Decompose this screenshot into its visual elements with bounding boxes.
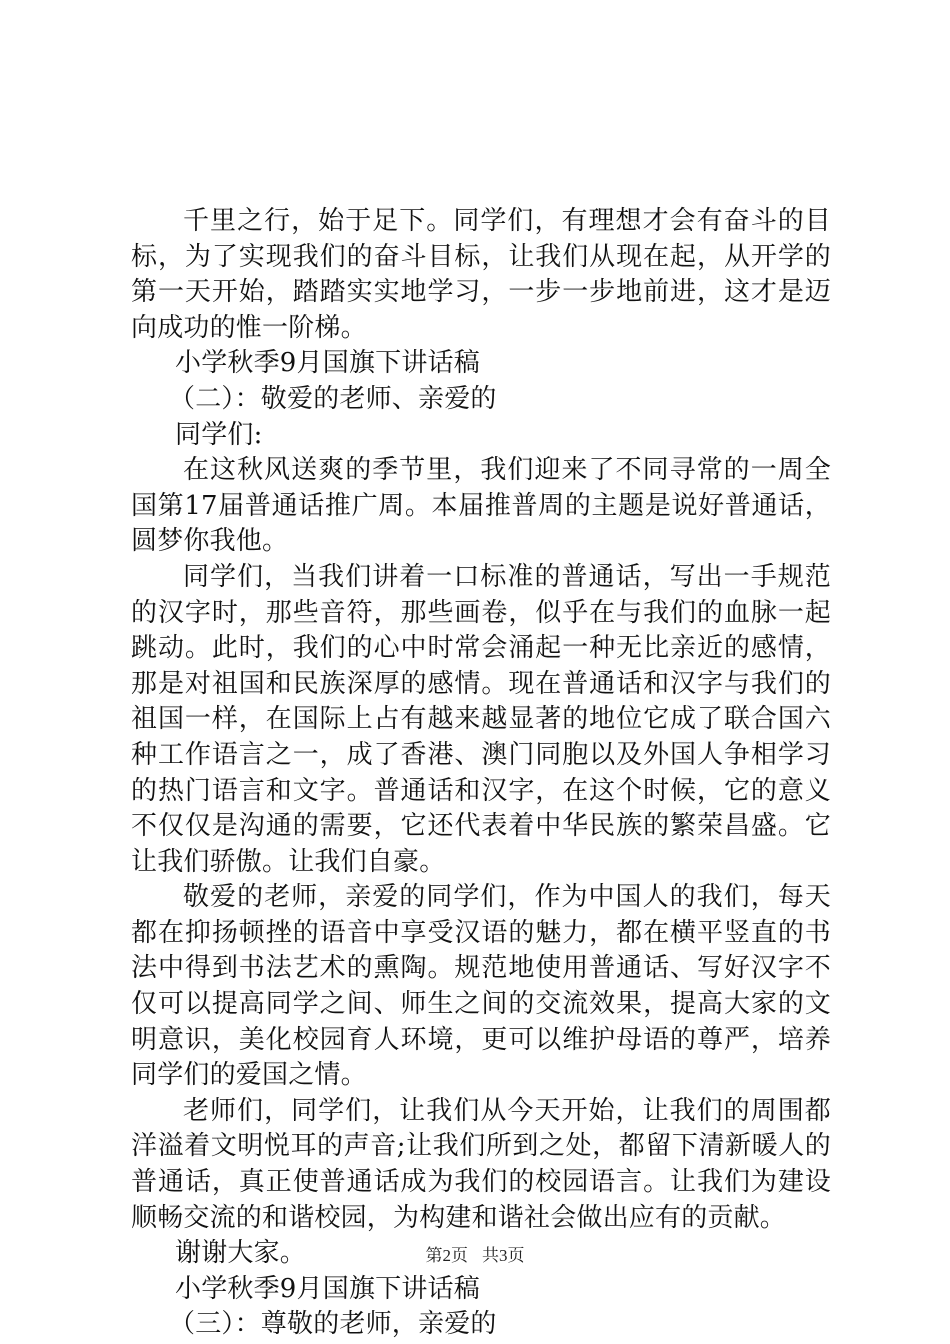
document-body <box>131 204 831 1343</box>
paragraph: 在这秋风送爽的季节里，我们迎来了不同寻常的一周全国第17届普通话推广周。本届推普周的主题是说好普通话，圆梦你我他。 <box>131 455 831 557</box>
section-title: 小学秋季9月国旗下讲话稿 <box>175 1273 480 1304</box>
paragraph: 敬爱的老师，亲爱的同学们，作为中国人的我们，每天都在抑扬顿挫的语音中享受汉语的魅力，都在横平竖直的书法中得到书法艺术的熏陶。规范地使用普通话、写好汉字不仅可以提高同学之间、师生之间的交流效果，提高大家的文明意识，美化校园育人环境，更可以维护母语的尊严，培养同学们的爱国之情。 <box>131 882 831 1091</box>
section-title: 小学秋季9月国旗下讲话稿 <box>175 348 480 379</box>
paragraph: 老师们，同学们，让我们从今天开始，让我们的周围都洋溢着文明悦耳的声音;让我们所到之处，都留下清新暖人的普通话，真正使普通话成为我们的校园语言。让我们为建设顺畅交流的和谐校园，为构建和谐社会做出应有的贡献。 <box>131 1095 831 1233</box>
paragraph: 千里之行，始于足下。同学们，有理想才会有奋斗的目标，为了实现我们的奋斗目标，让我们从现在起，从开学的第一天开始，踏踏实实地学习，一步一步地前进，这才是迈向成功的惟一阶梯。 <box>131 206 831 343</box>
section-subtitle: （三）：尊敬的老师，亲爱的 <box>169 1309 497 1340</box>
salutation: 同学们: <box>175 419 263 450</box>
page-number: 第2页 <box>425 1246 468 1265</box>
page-footer <box>0 1241 950 1266</box>
section-subtitle: （二）：敬爱的老师、亲爱的 <box>169 383 497 414</box>
paragraph: 同学们，当我们讲着一口标准的普通话，写出一手规范的汉字时，那些音符，那些画卷，似乎在与我们的血脉一起跳动。此时，我们的心中时常会涌起一种无比亲近的感情，那是对祖国和民族深厚的感情。现在普通话和汉字与我们的祖国一样，在国际上占有越来越显著的地位它成了联合国六种工作语言之一，成了香港、澳门同胞以及外国人争相学习的热门语言和文字。普通话和汉字，在这个时候，它的意义不仅仅是沟通的需要，它还代表着中华民族的繁荣昌盛。它让我们骄傲。让我们自豪。 <box>131 561 831 877</box>
closing-line: 谢谢大家。 <box>175 1238 307 1269</box>
page-total: 共3页 <box>482 1246 525 1265</box>
